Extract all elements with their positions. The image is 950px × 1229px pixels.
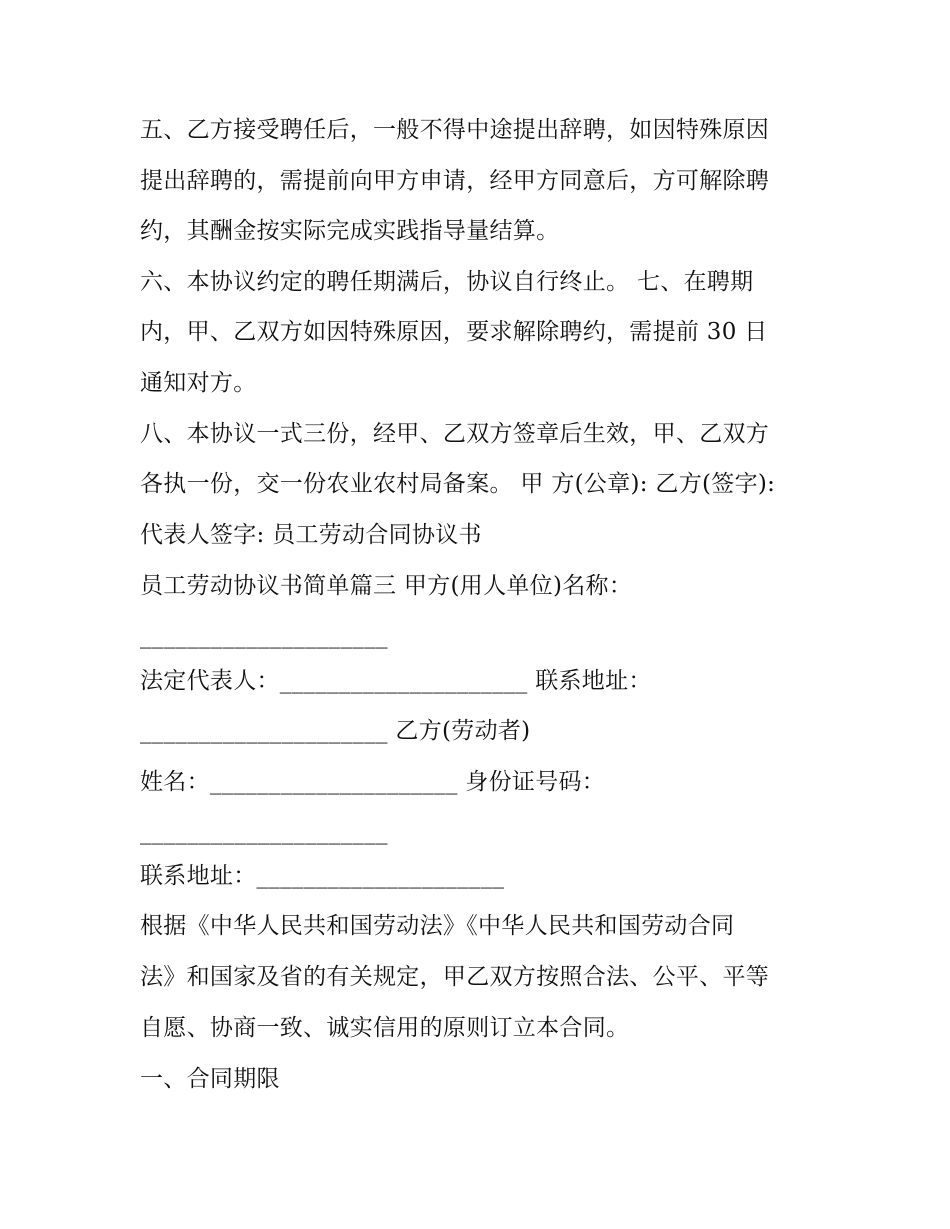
text-line: 通知对方。 xyxy=(140,370,257,396)
text-line: 提出辞聘的，需提前向甲方申请，经甲方同意后，方可解除聘 xyxy=(140,168,770,194)
text-line: 五、乙方接受聘任后，一般不得中途提出辞聘，如因特殊原因 xyxy=(140,117,770,143)
text-line: 内，甲、乙双方如因特殊原因，要求解除聘约，需提前 30 日 xyxy=(140,319,768,345)
text-line: 自愿、协商一致、诚实信用的原则订立本合同。 xyxy=(140,1015,630,1041)
section-heading: 一、合同期限 xyxy=(140,1066,280,1092)
text-line: 八、本协议一式三份，经甲、乙双方签章后生效，甲、乙双方 xyxy=(140,421,770,447)
text-line: 约，其酬金按实际完成实践指导量结算。 xyxy=(140,218,560,244)
text-line: 各执一份，交一份农业农村局备案。 甲 方(公章): 乙方(签字): xyxy=(140,471,776,497)
text-line: 根据《中华人民共和国劳动法》《中华人民共和国劳动合同 xyxy=(140,913,735,939)
text-line: 法》和国家及省的有关规定，甲乙双方按照合法、公平、平等 xyxy=(140,964,770,990)
text-line: _____________________ 乙方(劳动者) xyxy=(140,718,531,744)
text-line: 姓名：_____________________ 身份证号码： xyxy=(140,769,606,795)
text-line: 员工劳动协议书简单篇三 甲方(用人单位)名称： xyxy=(140,573,633,599)
text-line: 代表人签字: 员工劳动合同协议书 xyxy=(140,522,482,548)
text-line: 法定代表人：_____________________ 联系地址： xyxy=(140,668,652,694)
text-line: 联系地址：_____________________ xyxy=(140,863,505,889)
text-line: 六、本协议约定的聘任期满后，协议自行终止。 七、在聘期 xyxy=(140,269,754,295)
text-line: _____________________ xyxy=(140,623,388,649)
text-line: _____________________ xyxy=(140,819,388,845)
